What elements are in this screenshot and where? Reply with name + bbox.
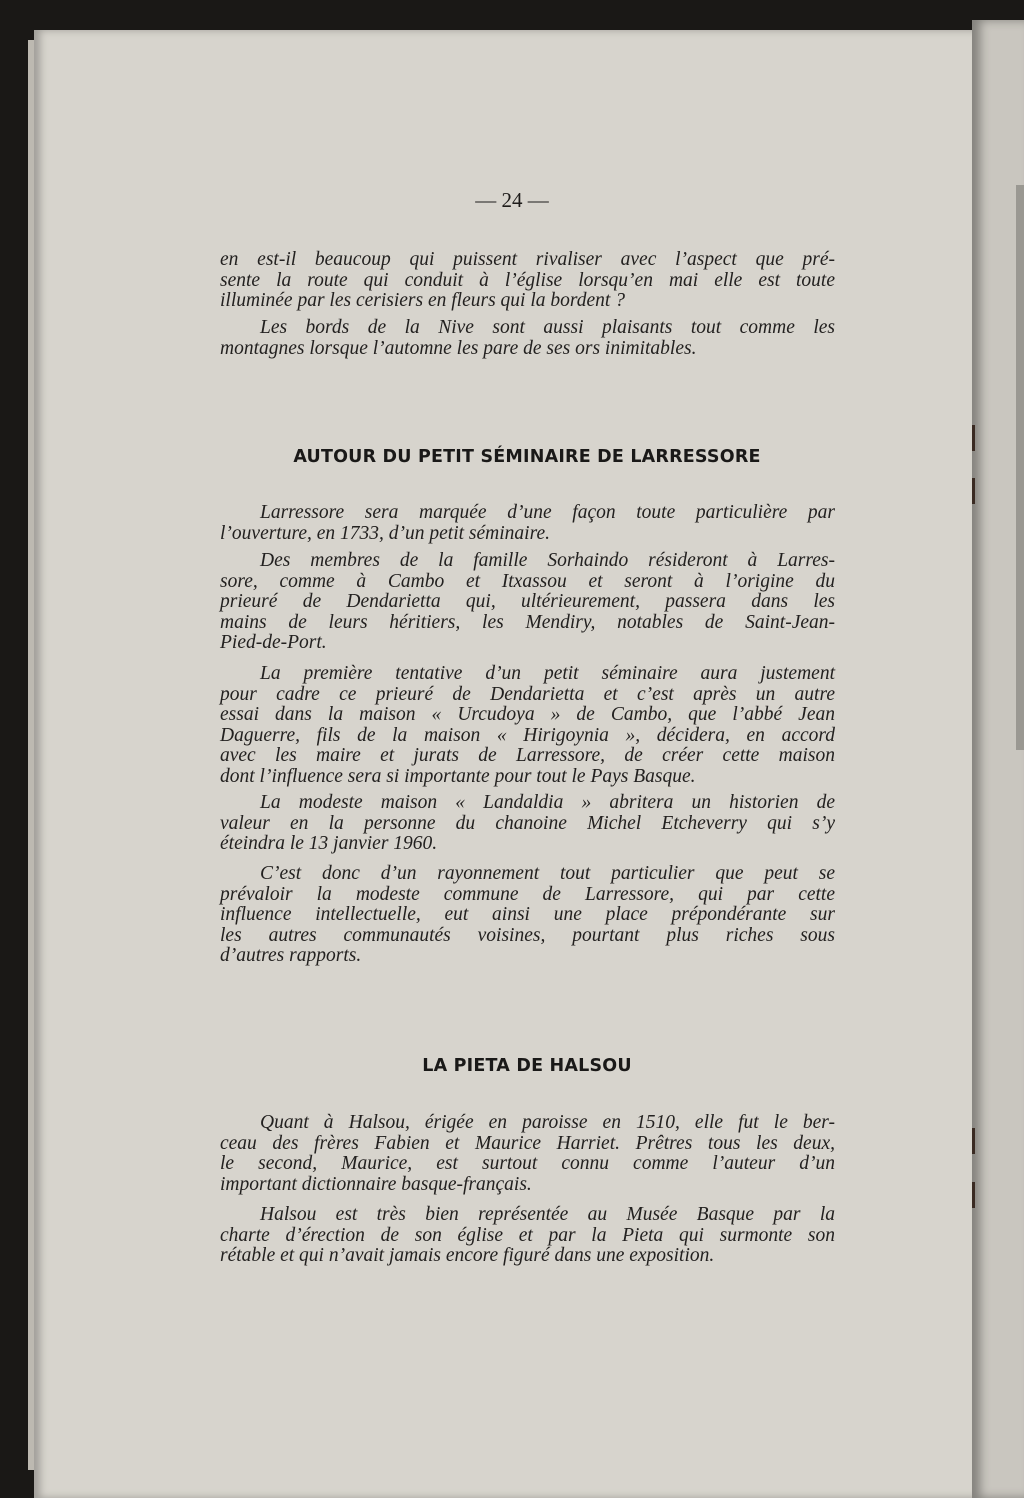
text-line: éteindra le 13 janvier 1960.	[220, 833, 438, 855]
text-line: le second, Maurice, est surtout connu comme l’auteur d’un	[220, 1153, 835, 1175]
paragraph	[220, 250, 835, 312]
text-line: important dictionnaire basque-français.	[220, 1173, 532, 1195]
text-line: avec les maire et jurats de Larressore, de créer cette maison	[220, 745, 835, 767]
text-line: ceau des frères Fabien et Maurice Harriet. Prêtres tous les deux,	[220, 1132, 835, 1154]
page-number: — 24 —	[475, 188, 549, 212]
text-line: en est-il beaucoup qui puissent rivaliser avec l’aspect que pré-	[220, 249, 835, 270]
paragraph	[220, 664, 835, 788]
text-line: montagnes lorsque l’automne les pare de ses ors inimitables.	[220, 337, 697, 359]
text-line: illuminée par les cerisiers en fleurs qui la bordent ?	[220, 290, 625, 312]
text-line: La modeste maison « Landaldia » abritera un historien de	[260, 792, 835, 813]
text-line: Des membres de la famille Sorhaindo résideront à Larres-	[260, 550, 835, 571]
section-heading: LA PIETA DE HALSOU	[422, 1056, 632, 1076]
text-line: Larressore sera marquée d’une façon toute particulière par	[260, 502, 835, 523]
text-line: pour cadre ce prieuré de Dendarietta et c’est après un autre	[220, 683, 835, 705]
text-line: les autres communautés voisines, pourtant plus riches sous	[220, 924, 835, 946]
text-line: Daguerre, fils de la maison « Hirigoynia », décidera, en accord	[220, 724, 835, 746]
text-line: La première tentative d’un petit séminaire aura justement	[260, 663, 835, 684]
section-heading: AUTOUR DU PETIT SÉMINAIRE DE LARRESSORE	[293, 447, 761, 467]
text-line: charte d’érection de son église et par la Pieta qui surmonte son	[220, 1224, 835, 1246]
binding-staple	[972, 478, 975, 504]
paragraph	[220, 1113, 835, 1195]
text-line: l’ouverture, en 1733, d’un petit séminaire.	[220, 522, 550, 544]
text-line: d’autres rapports.	[220, 945, 362, 967]
text-line: rétable et qui n’avait jamais encore figuré dans une exposition.	[220, 1245, 715, 1267]
next-page-tab	[1016, 185, 1024, 750]
text-line: Quant à Halsou, érigée en paroisse en 1510, elle fut le ber-	[260, 1112, 835, 1133]
text-line: Pied-de-Port.	[220, 632, 327, 654]
text-line: prieuré de Dendarietta qui, ultérieurement, passera dans les	[220, 591, 835, 613]
binding-staple	[972, 1128, 975, 1154]
paragraph	[220, 503, 835, 544]
paragraph	[220, 551, 835, 654]
text-line: prévaloir la modeste commune de Larressore, qui par cette	[220, 883, 835, 905]
paragraph	[220, 793, 835, 855]
paragraph	[220, 1205, 835, 1267]
text-line: influence intellectuelle, eut ainsi une place prépondérante sur	[220, 904, 835, 926]
text-line: sente la route qui conduit à l’église lorsqu’en mai elle est toute	[220, 269, 835, 291]
paragraph	[220, 318, 835, 359]
text-line: sore, comme à Cambo et Itxassou et seront à l’origine du	[220, 570, 835, 592]
text-line: Halsou est très bien représentée au Musée Basque par la	[260, 1204, 835, 1225]
text-line: mains de leurs héritiers, les Mendiry, notables de Saint-Jean-	[220, 611, 835, 633]
text-line: C’est donc d’un rayonnement tout particulier que peut se	[260, 863, 835, 884]
text-line: essai dans la maison « Urcudoya » de Cambo, que l’abbé Jean	[220, 704, 835, 726]
binding-staple	[972, 1182, 975, 1208]
text-line: Les bords de la Nive sont aussi plaisants tout comme les	[260, 317, 835, 338]
text-line: dont l’influence sera si importante pour tout le Pays Basque.	[220, 765, 696, 787]
paragraph	[220, 864, 835, 967]
text-line: valeur en la personne du chanoine Michel Etcheverry qui s’y	[220, 812, 835, 834]
